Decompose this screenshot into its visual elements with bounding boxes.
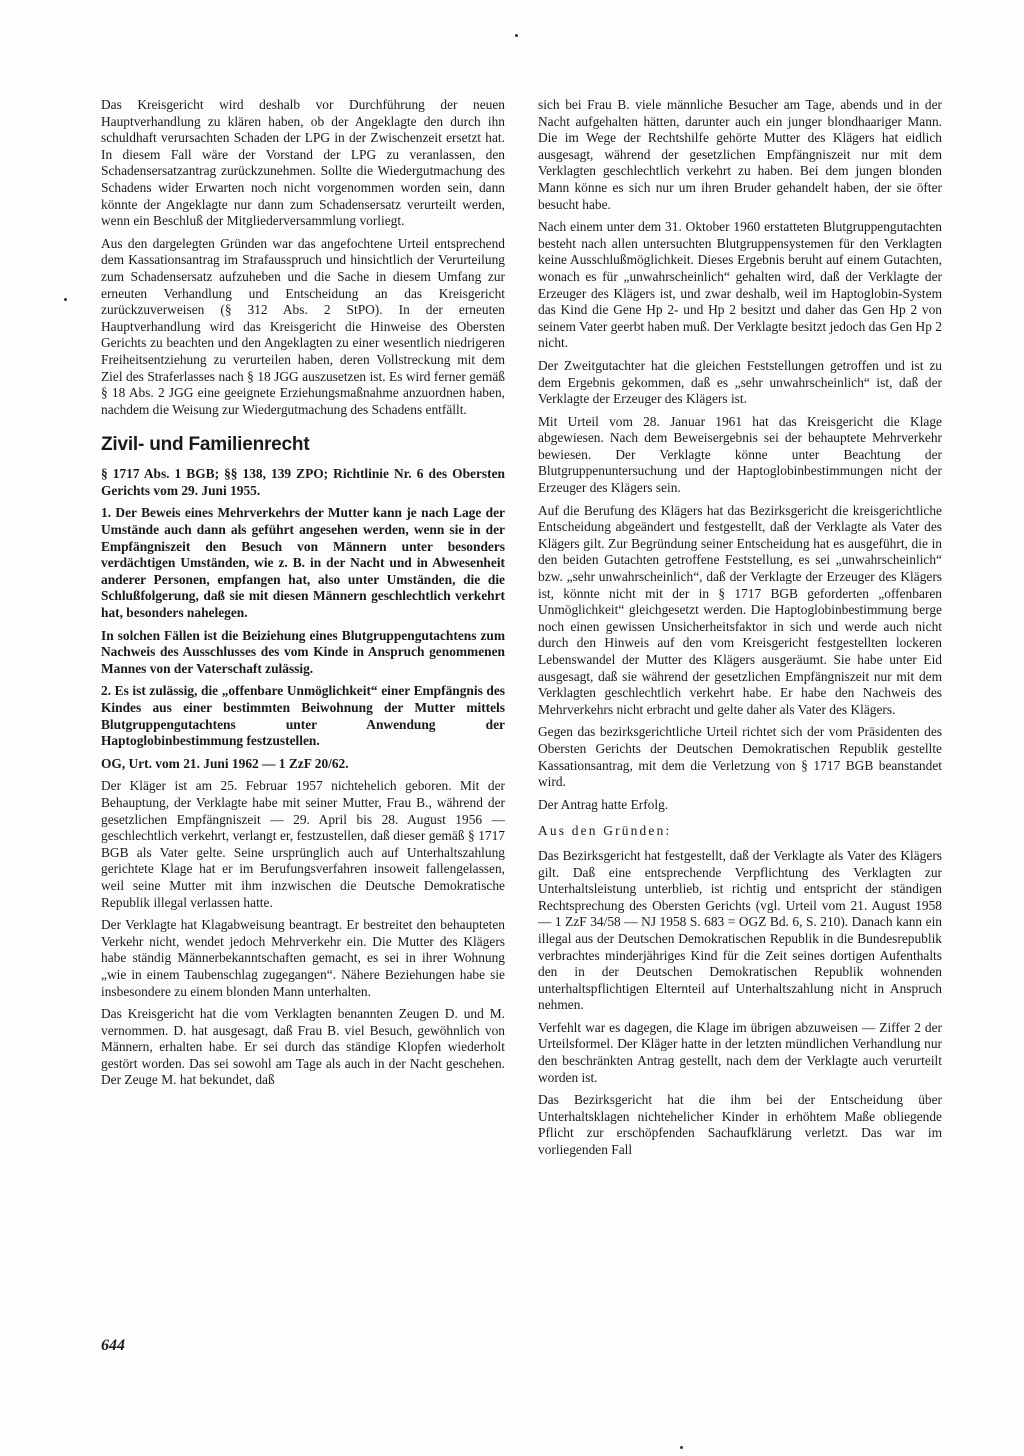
paragraph: Nach einem unter dem 31. Oktober 1960 erstatteten Blutgruppengutachten besteht nach allen untersuchten Blutgruppensystemen für den Verklagten keine Ausschlußmöglichkeit. Dieses Ergebnis beruht auf einem Gutachten, wonach es für „unwahrscheinlich“ gehalten wird, daß der Verklagte der Erzeuger des Klägers ist, und zwar deshalb, weil im Haptoglobin-System das Kind die Gene Hp 2- und Hp 2 besitzt und daher das Gen Hp 2 von seinem Vater geerbt haben muß. Der Verklagte besitzt jedoch das Gen Hp 2 nicht. <box>538 219 942 351</box>
scan-speck <box>680 1446 683 1449</box>
case-citation: OG, Urt. vom 21. Juni 1962 — 1 ZzF 20/62. <box>101 755 349 771</box>
paragraph: Verfehlt war es dagegen, die Klage im übrigen abzuweisen — Ziffer 2 der Urteilsformel. Der Kläger hatte in der letzten mündlichen Verhandlung nur den beschränkten Antrag gestellt, nach dem der Verklagte auch verurteilt worden ist. <box>538 1019 942 1085</box>
paragraph: Aus den dargelegten Gründen war das angefochtene Urteil entsprechend dem Kassationsantrag im Strafausspruch und hinsichtlich der Verurteilung zum Schadensersatz aufzuheben und die Sache in diesem Umfang zur erneuten Verhandlung und Entscheidung an das Kreisgericht zurückzuverweisen (§ 312 Abs. 2 StPO). In der erneuten Hauptverhandlung wird das Kreisgericht die Hinweise des Obersten Gerichts zu beachten und den Angeklagten zu einer wesentlich niedrigeren Freiheitsentziehung zu verurteilen haben, deren Vollstreckung mit dem Ziel des Straferlasses nach § 18 JGG auszusetzen ist. Es wird ferner gemäß § 18 Abs. 2 JGG eine geeignete Erziehungsmaßnahme anzuordnen haben, nachdem die Weisung zur Wiedergutmachung des Schadens entfällt. <box>101 235 505 417</box>
paragraph: Auf die Berufung des Klägers hat das Bezirksgericht die kreisgerichtliche Entscheidung abgeändert und festgestellt, daß der Verklagte als Vater des Klägers gilt. Zur Begründung seiner Entscheidung hat es ausgeführt, die in den beiden Gutachten getroffene Feststellung, es sei „unwahrscheinlich“ bzw. „sehr unwahrscheinlich“, daß der Verklagte der Erzeuger des Klägers ist, könnte nicht mit der in § 1717 BGB geforderten „offenbaren Unmöglichkeit“ gleichgesetzt werden. Die Haptoglobinbestimmung berge noch einen gewissen Unsicherheitsfaktor in sich und werde auch nicht durch den Hinweis auf den vom Kreisgericht festgestellten lockeren Lebenswandel der Mutter des Klägers ausgeräumt. Sie habe unter Eid ausgesagt, daß sie während der gesetzlichen Empfängniszeit nur mit dem Verklagten geschlechtlich verkehrt habe. Er habe den Nachweis des Mehrverkehrs nicht erbracht und gelte daher als Vater des Klägers. <box>538 502 942 717</box>
page-number: 644 <box>101 1337 125 1354</box>
paragraph: Der Kläger ist am 25. Februar 1957 nichtehelich geboren. Mit der Behauptung, der Verklagte habe mit seiner Mutter, Frau B., während der gesetzlichen Empfängniszeit — 29. April bis 28. August 1956 — geschlechtlich verkehrt, verlangt er, festzustellen, daß dieser gemäß § 1717 BGB als Vater gelte. Seine ursprünglich auch auf Unterhaltszahlung gerichtete Klage hat er im Berufungsverfahren insoweit fallengelassen, weil seine Mutter mit ihm inzwischen die Deutsche Demokratische Republik illegal verlassen hatte. <box>101 778 505 910</box>
paragraph: Das Kreisgericht wird deshalb vor Durchführung der neuen Hauptverhandlung zu klären haben, ob der Angeklagte den durch ihn schuldhaft verursachten Schaden der LPG in der Zwischenzeit ersetzt hat. In diesem Fall wäre der Vorstand der LPG zu veranlassen, den Schadensersatzantrag zurückzunehmen. Sollte die Wiedergutmachung des Schadens wider Erwarten noch nicht vorgenommen worden sein, dann könnte der Angeklagte nur dann zum Schadensersatz verurteilt werden, wenn ein Beschluß der Mitgliederversammlung vorliegt. <box>101 97 505 229</box>
paragraph: Mit Urteil vom 28. Januar 1961 hat das Kreisgericht die Klage abgewiesen. Nach dem Beweisergebnis sei der behauptete Mehrverkehr bewiesen. Der Verklagte könne unter Beachtung der Blutgruppenuntersuchung und der Haptoglobinbestimmungen nicht der Erzeuger des Klägers sein. <box>538 413 942 496</box>
left-column <box>101 97 505 1095</box>
paragraph: Das Bezirksgericht hat festgestellt, daß der Verklagte als Vater des Klägers gilt. Daß eine entsprechende Verpflichtung des Verklagten zur Unterhaltsleistung unterblieb, ist richtig und entspricht der ständigen Rechtsprechung des Obersten Gerichts (vgl. Urteil vom 21. August 1958 — 1 ZzF 34/58 — NJ 1958 S. 683 = OGZ Bd. 6, S. 210). Danach kann ein illegal aus der Deutschen Demokratischen Republik in die Bundesrepublik verbrachtes minderjähriges Kind für die Zeit seines dortigen Aufenthalts den in der Deutschen Demokratischen Republik wohnenden unterhaltspflichtigen Elternteil auf Unterhaltszahlung nicht in Anspruch nehmen. <box>538 847 942 1013</box>
paragraph: Das Bezirksgericht hat die ihm bei der Entscheidung über Unterhaltsklagen nichtehelicher Kinder in erhöhtem Maße obliegende Pflicht zur erschöpfenden Sachaufklärung verletzt. Das war im vorliegenden Fall <box>538 1092 942 1158</box>
paragraph: Der Antrag hatte Erfolg. <box>538 796 669 812</box>
paragraph: sich bei Frau B. viele männliche Besucher am Tage, abends und in der Nacht aufgehalten hätten, darunter auch ein junger blondhaariger Mann. Die im Wege der Rechtshilfe gehörte Mutter des Klägers hat eidlich ausgesagt, während der gesetzlichen Empfängniszeit nur mit dem Verklagten geschlechtlich verkehrt zu haben. Bei dem jungen blonden Mann könne es sich nur um ihren Bruder gehandelt haben, der sie öfter besucht habe. <box>538 97 942 212</box>
headnote-1: 1. Der Beweis eines Mehrverkehrs der Mutter kann je nach Lage der Umstände auch dann als geführt angesehen werden, wenn sie in der Empfängniszeit den Besuch von Männern unter besonders verdächtigen Umständen, wie z. B. in der Nacht und in Abwesenheit anderer Personen, empfangen hat, also unter Umständen, die die Schlußfolgerung, daß sie mit diesen Männern geschlechtlich verkehrt hat, besonders nahelegen. <box>101 505 505 621</box>
subheading-reasons: Aus den Gründen: <box>538 823 672 839</box>
paragraph: Das Kreisgericht hat die vom Verklagten benannten Zeugen D. und M. vernommen. D. hat ausgesagt, daß Frau B. viel Besuch, gewöhnlich von Männern, erhalten habe. Er sei durch das ständige Klopfen wiederholt gestört worden. Das sei sowohl am Tage als auch in der Nacht geschehen. Der Zeuge M. hat bekundet, daß <box>101 1006 505 1088</box>
paragraph: Der Verklagte hat Klagabweisung beantragt. Er bestreitet den behaupteten Verkehr nicht, wendet jedoch Mehrverkehr ein. Die Mutter des Klägers habe ständig Männerbekanntschaften gemacht, es sei in ihrer Wohnung „wie in einem Taubenschlag zugegangen“. Nähere Beziehungen habe sie insbesondere zu einem blonden Mann unterhalten. <box>101 917 505 999</box>
scan-speck <box>64 298 67 301</box>
scan-speck <box>515 34 518 37</box>
section-heading: Zivil- und Familienrecht <box>101 434 310 456</box>
headnote-2: 2. Es ist zulässig, die „offenbare Unmöglichkeit“ einer Empfängnis des Kindes aus einer bestimmten Beiwohnung der Mutter mittels Blutgruppengutachtens unter Anwendung der Haptoglobinbestimmung festzustellen. <box>101 683 505 749</box>
paragraph: Der Zweitgutachter hat die gleichen Feststellungen getroffen und ist zu dem Ergebnis gekommen, daß es „sehr unwahrscheinlich“ ist, daß der Verklagte der Erzeuger des Klägers ist. <box>538 357 942 407</box>
headnote-1b: In solchen Fällen ist die Beiziehung eines Blutgruppengutachtens zum Nachweis des Ausschlusses des vom Kinde in Anspruch genommenen Mannes von der Vaterschaft zulässig. <box>101 627 505 676</box>
right-column <box>538 97 942 1165</box>
paragraph: Gegen das bezirksgerichtliche Urteil richtet sich der vom Präsidenten des Obersten Gerichts der Deutschen Demokratischen Republik gestellte Kassationsantrag, mit dem die Verletzung von § 1717 BGB beanstandet wird. <box>538 724 942 790</box>
statute-reference: § 1717 Abs. 1 BGB; §§ 138, 139 ZPO; Richtlinie Nr. 6 des Obersten Gerichts vom 29. Juni 1955. <box>101 466 505 498</box>
